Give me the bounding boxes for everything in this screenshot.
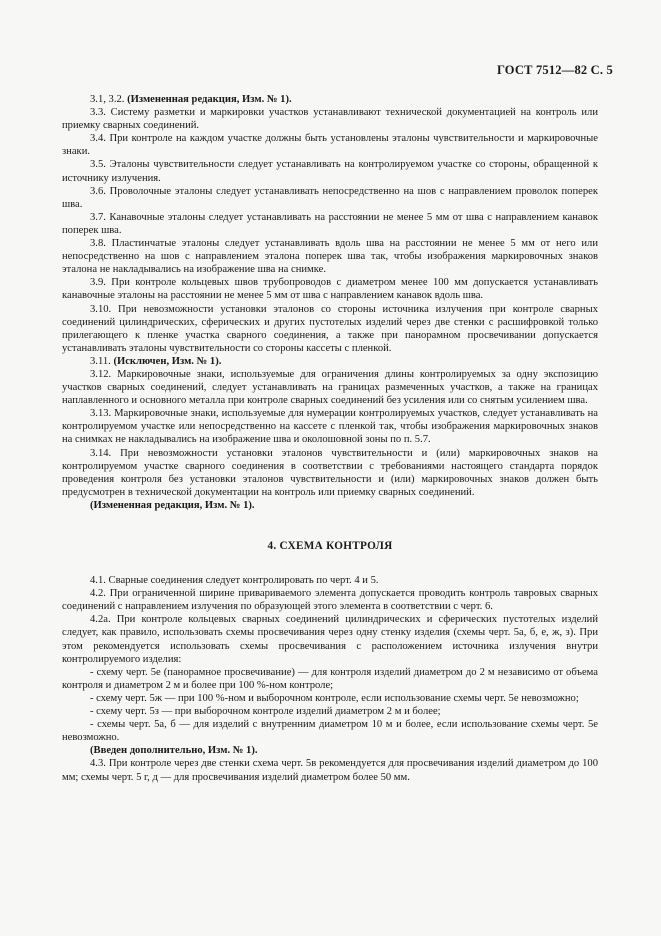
paragraph-text: 3.14. При невозможности установки эталонов чувствительности и (или) маркировочных знаков на контролируемом участке сварного соединения в соответствии с требованиями настоящего стандарта порядок проведения контроля без установки эталонов чувствительности и (или) маркировочных знаков должен быть предусмотрен в технической документации на контроль или приемку сварных соединений. — [62, 447, 598, 498]
amendment-note: (Измененная редакция, Изм. № 1). — [127, 94, 292, 105]
paragraph — [62, 355, 598, 368]
paragraph-text: 3.9. При контроле кольцевых швов трубопроводов с диаметром менее 100 мм допускается устанавливать канавочные эталоны на расстоянии не менее 5 мм от шва с направлением канавок вдоль шва. — [62, 277, 598, 302]
paragraph-text: 3.6. Проволочные эталоны следует устанавливать непосредственно на шов с направлением проволок поперек шва. — [62, 185, 598, 210]
paragraph-text: - схему черт. 5ж — при 100 %-ном и выборочном контроле, если использование схемы черт. 5е невозможно; — [90, 692, 579, 704]
paragraph — [62, 499, 598, 512]
paragraph — [62, 185, 598, 211]
paragraph-text: 3.10. При невозможности установки эталонов со стороны источника излучения при контроле сварных соединений цилиндрических, сферических и других пустотелых изделий через две стенки с расшифровкой только прилегающего к пленке участка сварного соединения, а также при панорамном просвечивании допускается устанавливать эталоны чувствительности со стороны кассеты с пленкой. — [62, 303, 598, 354]
paragraph — [62, 132, 598, 158]
paragraph-text: 3.13. Маркировочные знаки, используемые для нумерации контролируемых участков, следует устанавливать на контролируемом участке или непосредственно на кассете с пленкой так, чтобы изображения маркировочных знаков на снимках не накладывались на изображение шва и околошовной зоны по п. 5.7. — [62, 408, 598, 446]
paragraph-text: - схему черт. 5е (панорамное просвечивание) — для контроля изделий диаметром до 2 м независимо от объема контроля и диаметром 2 м и более при 100 %-ном контроле; — [62, 666, 598, 691]
paragraph — [62, 407, 598, 446]
paragraph-text: 4.2. При ограниченной ширине привариваемого элемента допускается проводить контроль тавровых сварных соединений с направлением излучения по образующей этого элемента в соответствии с черт. 6. — [62, 588, 598, 613]
paragraph — [62, 613, 598, 665]
paragraph — [62, 692, 598, 705]
paragraph — [62, 574, 598, 587]
paragraph-text: 4.1. Сварные соединения следует контролировать по черт. 4 и 5. — [90, 575, 379, 587]
paragraph — [62, 744, 598, 757]
paragraph — [62, 106, 598, 132]
paragraph-lead: 3.1, 3.2. — [90, 94, 128, 105]
amendment-note: (Введен дополнительно, Изм. № 1). — [90, 745, 258, 757]
paragraph-text: 3.3. Систему разметки и маркировки участков устанавливают технической документацией на контроль или приемку сварных соединений. — [62, 107, 598, 132]
paragraph — [62, 368, 598, 407]
paragraph — [62, 757, 598, 783]
paragraph — [62, 447, 598, 499]
paragraph-text: 3.4. При контроле на каждом участке должны быть установлены эталоны чувствительности и маркировочные знаки. — [62, 133, 598, 158]
paragraph-text: - схему черт. 5з — при выборочном контроле изделий диаметром 2 м и более; — [90, 706, 441, 718]
amendment-note: (Исключен, Изм. № 1). — [113, 355, 222, 367]
section-3-paragraphs — [62, 93, 598, 512]
paragraph — [62, 303, 598, 355]
paragraph-text: 3.8. Пластинчатые эталоны следует устанавливать вдоль шва на расстоянии не менее 5 мм от него или непосредственно на шов с направлением эталона поперек шва так, чтобы изображения маркировочных знаков эталона не накладывались на изображение шва на снимке. — [62, 238, 598, 276]
paragraph — [62, 237, 598, 276]
paragraph — [62, 211, 598, 237]
section-title: 4. СХЕМА КОНТРОЛЯ — [267, 540, 393, 552]
page-header: ГОСТ 7512—82 С. 5 — [496, 63, 613, 77]
document-body — [62, 93, 598, 784]
paragraph — [62, 705, 598, 718]
paragraph-text: - схемы черт. 5а, б — для изделий с внутренним диаметром 10 м и более, если использование схемы черт. 5е невозможно. — [62, 719, 598, 744]
paragraph-text: 4.3. При контроле через две стенки схема черт. 5в рекомендуется для просвечивания изделий диаметром до 100 мм; схемы черт. 5 г, д — для просвечивания изделий диаметром более 50 мм. — [62, 758, 598, 783]
paragraph-text: 3.12. Маркировочные знаки, используемые для ограничения длины контролируемых за одну экспозицию участков сварных соединений, следует устанавливать на границах размеченных участков, а также на границах наплавленного и основного металла при контроле сварных соединений без усиления или со снятым усилением шва. — [62, 368, 598, 407]
paragraph — [62, 666, 598, 692]
paragraph — [62, 276, 598, 302]
paragraph-text: 3.5. Эталоны чувствительности следует устанавливать на контролируемом участке со стороны, обращенной к источнику излучения. — [62, 159, 598, 184]
paragraph — [62, 587, 598, 613]
paragraph-lead: 3.11. — [90, 355, 114, 367]
paragraph-text: 4.2а. При контроле кольцевых сварных соединений цилиндрических и сферических пустотелых изделий следует, как правило, использовать схемы просвечивания через одну стенку изделия (схемы черт. 5а, б, е, ж, з). При этом рекомендуется использовать схемы просвечивания с расположением источника излучения внутри контролируемого изделия: — [62, 614, 598, 665]
paragraph — [62, 93, 598, 106]
amendment-note: (Измененная редакция, Изм. № 1). — [90, 499, 255, 511]
paragraph-text: 3.7. Канавочные эталоны следует устанавливать на расстоянии не менее 5 мм от шва с направлением канавок поперек шва. — [62, 211, 598, 236]
paragraph — [62, 718, 598, 744]
paragraph — [62, 158, 598, 184]
section-4-paragraphs — [62, 574, 598, 784]
